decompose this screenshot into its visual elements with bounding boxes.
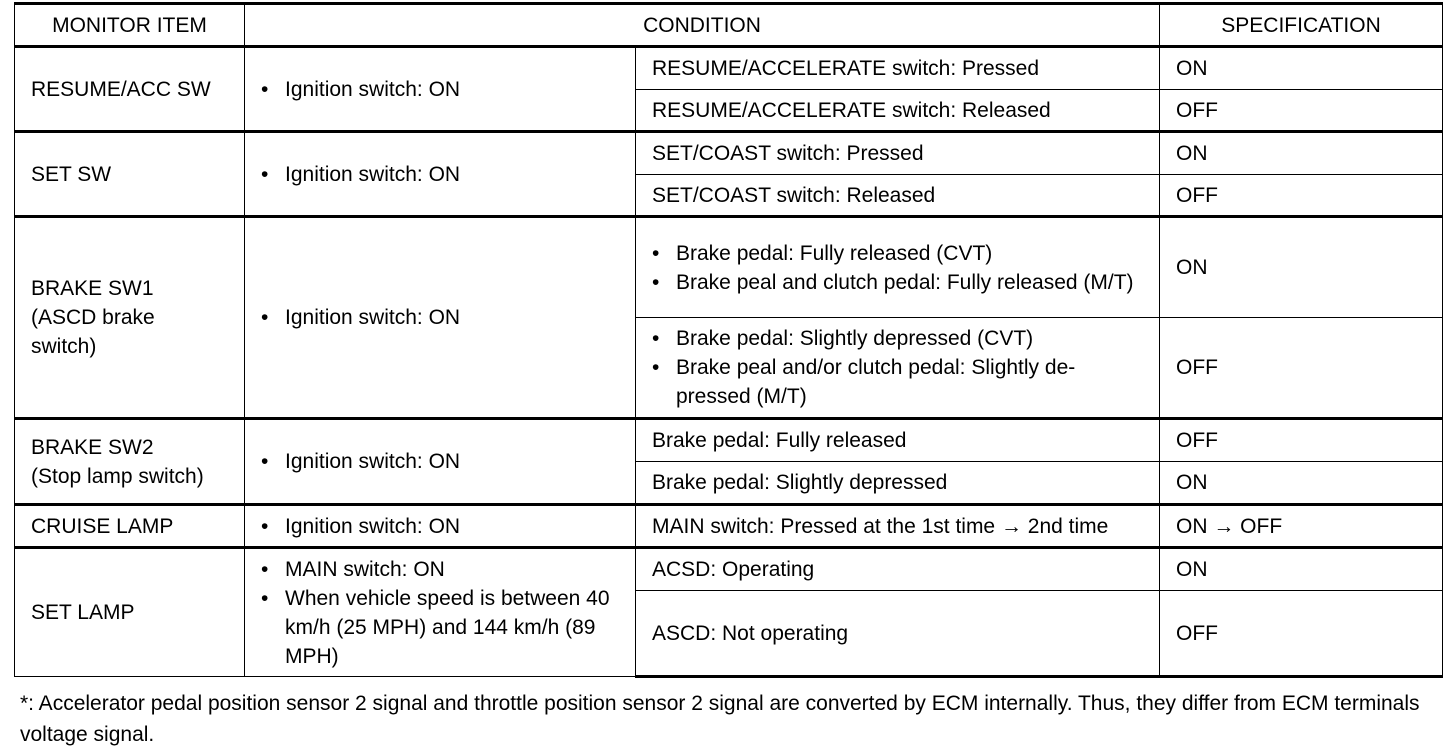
header-monitor-item: MONITOR ITEM (15, 4, 245, 47)
footnote: *: Accelerator pedal position sensor 2 signal and throttle position sensor 2 signal are converted by ECM internally. Thus, they differ from ECM terminals voltage signal. (20, 692, 1420, 746)
specific-condition-cell (636, 548, 1160, 591)
monitor-item-line: SET LAMP (31, 601, 135, 624)
general-condition-cell (245, 505, 636, 548)
bullet-icon: • (261, 514, 269, 538)
table-body (15, 47, 1443, 677)
specific-condition-cell (636, 591, 1160, 677)
general-condition-text: Ignition switch: ON (285, 306, 461, 329)
monitor-item-cell (15, 548, 245, 677)
specific-condition-cell (636, 175, 1160, 217)
specification-cell: ON (1160, 132, 1443, 175)
general-condition-text: Ignition switch: ON (285, 77, 461, 101)
specific-condition-cell (636, 419, 1160, 462)
monitor-item-cell (15, 47, 245, 132)
specification-cell: ON (1160, 548, 1443, 591)
specific-condition-cell (636, 47, 1160, 90)
specific-condition-cell (636, 462, 1160, 505)
bullet-item (261, 447, 619, 476)
bullet-item (652, 353, 1143, 411)
table-row (15, 132, 1443, 175)
general-condition-cell (245, 47, 636, 132)
monitor-item-cell (15, 132, 245, 217)
specific-condition-text: MAIN switch: Pressed at the 1st time → 2nd time (652, 514, 1109, 538)
general-condition-text: Ignition switch: ON (285, 450, 461, 473)
bullet-icon: • (652, 270, 660, 294)
bullet-item (261, 160, 619, 189)
specification-cell: ON (1160, 462, 1443, 505)
specification-cell: OFF (1160, 419, 1443, 462)
specification-cell: OFF (1160, 175, 1443, 217)
monitor-spec-table (14, 2, 1443, 678)
general-condition-text: When vehicle speed is between 40 km/h (25 MPH) and 144 km/h (89 MPH) (285, 586, 610, 668)
monitor-item-line: CRUISE LAMP (31, 514, 174, 538)
table-row (15, 419, 1443, 462)
header-condition: CONDITION (245, 4, 1160, 47)
table-row (15, 548, 1443, 591)
table-row (15, 505, 1443, 548)
bullet-icon: • (261, 77, 269, 101)
bullet-icon: • (261, 306, 269, 329)
monitor-item-line: switch) (31, 335, 97, 358)
bullet-item (652, 324, 1143, 353)
specification-cell: ON (1160, 217, 1443, 318)
specific-condition-cell (636, 505, 1160, 548)
monitor-item-line: (ASCD brake (31, 306, 155, 329)
bullet-item (652, 239, 1143, 268)
bullet-item (261, 303, 619, 332)
specific-condition-cell (636, 132, 1160, 175)
bullet-icon: • (652, 327, 660, 350)
monitor-item-line: SET SW (31, 162, 112, 186)
monitor-item-cell (15, 217, 245, 419)
monitor-item-line: BRAKE SW2 (31, 435, 154, 459)
bullet-item (261, 555, 619, 584)
bullet-icon: • (261, 557, 269, 581)
header-specification: SPECIFICATION (1160, 4, 1443, 47)
bullet-item (652, 268, 1143, 297)
specific-condition-text: SET/COAST switch: Pressed (652, 142, 924, 165)
specific-condition-text: RESUME/ACCELERATE switch: Released (652, 98, 1051, 122)
general-condition-cell (245, 217, 636, 419)
specification-cell: OFF (1160, 591, 1443, 677)
specification-cell: OFF (1160, 318, 1443, 419)
monitor-item-line: RESUME/ACC SW (31, 77, 211, 101)
bullet-item (261, 512, 619, 541)
general-condition-text: Ignition switch: ON (285, 162, 461, 186)
bullet-icon: • (261, 450, 269, 473)
specification-cell: ON (1160, 47, 1443, 90)
specific-condition-text: ASCD: Not operating (652, 621, 849, 645)
specification-cell: ON → OFF (1160, 505, 1443, 548)
specific-condition-cell (636, 217, 1160, 318)
bullet-icon: • (652, 356, 660, 379)
specific-condition-text: Brake pedal: Fully released (652, 429, 907, 452)
general-condition-text: MAIN switch: ON (285, 557, 445, 581)
bullet-icon: • (261, 162, 269, 186)
general-condition-text: Ignition switch: ON (285, 514, 461, 538)
bullet-icon: • (261, 586, 269, 610)
bullet-item (261, 75, 619, 104)
monitor-item-cell (15, 419, 245, 505)
monitor-item-line: (Stop lamp switch) (31, 464, 204, 488)
monitor-item-line: BRAKE SW1 (31, 277, 154, 300)
specific-condition-text: ACSD: Operating (652, 558, 815, 581)
specification-cell: OFF (1160, 90, 1443, 132)
table-row (15, 47, 1443, 90)
specific-condition-cell (636, 90, 1160, 132)
specific-condition-text: Brake pedal: Slightly depressed (652, 471, 948, 494)
table-row (15, 217, 1443, 318)
specific-condition-text: RESUME/ACCELERATE switch: Pressed (652, 57, 1040, 80)
specific-condition-text: SET/COAST switch: Released (652, 183, 936, 207)
general-condition-cell (245, 419, 636, 505)
specific-condition-text: Brake pedal: Slightly depressed (CVT) (676, 327, 1034, 350)
bullet-item (261, 584, 619, 671)
general-condition-cell (245, 132, 636, 217)
specific-condition-text: Brake peal and clutch pedal: Fully released (M/T) (676, 270, 1134, 294)
specific-condition-text: Brake pedal: Fully released (CVT) (676, 241, 993, 265)
specific-condition-cell (636, 318, 1160, 419)
bullet-icon: • (652, 241, 660, 265)
specific-condition-text: Brake peal and/or clutch pedal: Slightly de-pressed (M/T) (676, 356, 1076, 408)
header-row (15, 4, 1443, 47)
general-condition-cell (245, 548, 636, 677)
monitor-item-cell (15, 505, 245, 548)
